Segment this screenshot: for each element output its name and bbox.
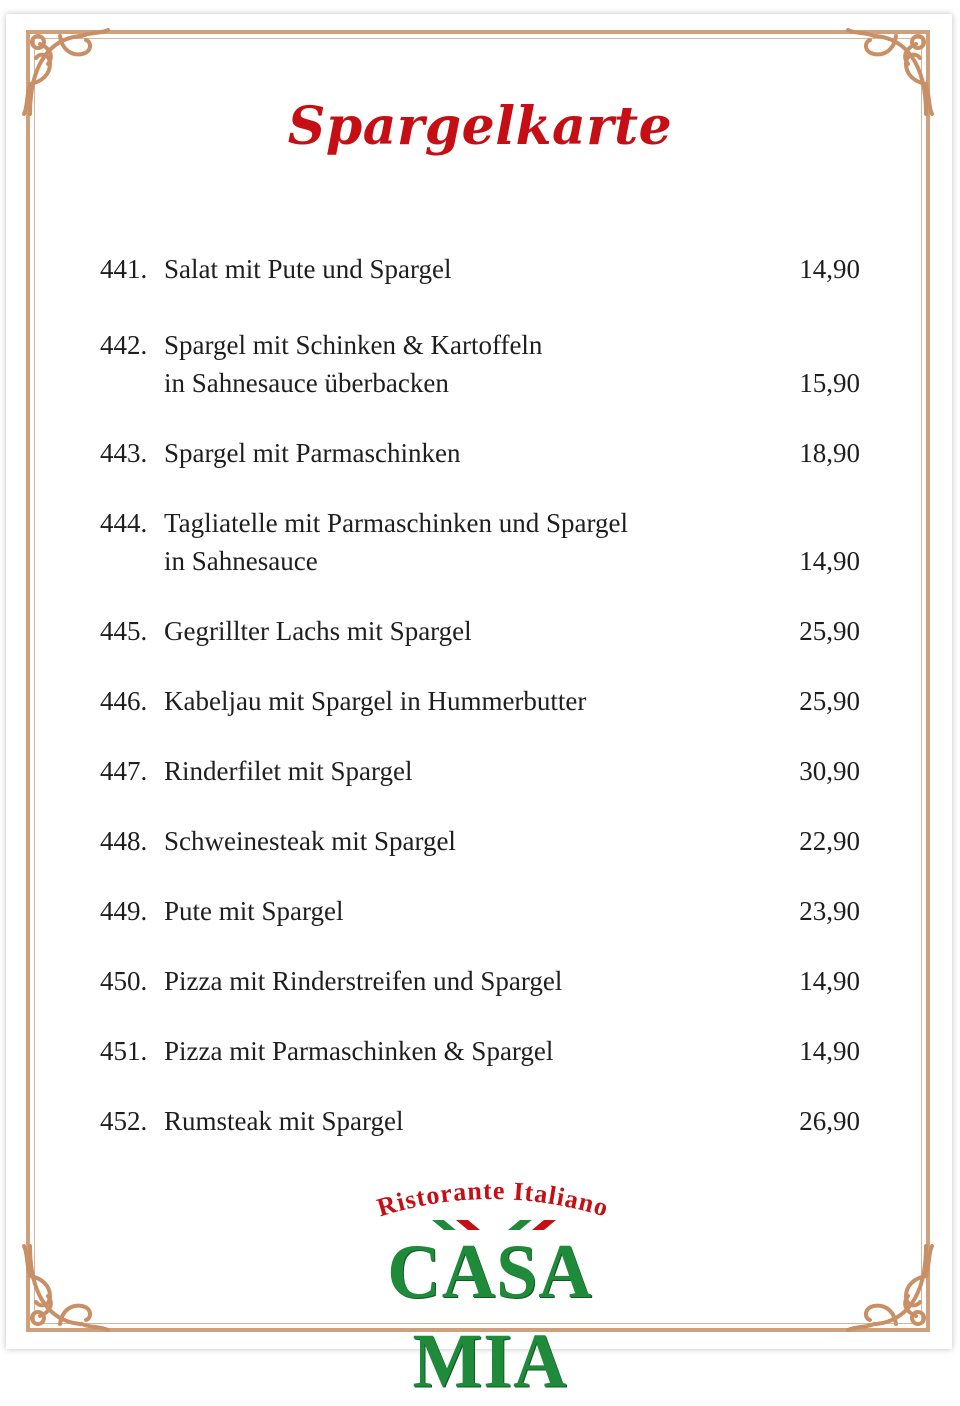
item-price: 25,90 xyxy=(799,686,860,716)
menu-item xyxy=(100,504,860,580)
item-name-continued: in Sahnesauce überbacken xyxy=(164,368,449,398)
menu-item xyxy=(100,612,860,650)
item-price: 15,90 xyxy=(799,368,860,398)
item-price: 23,90 xyxy=(799,896,860,926)
item-name: Tagliatelle mit Parmaschinken und Spargel xyxy=(164,508,628,538)
menu-item xyxy=(100,434,860,472)
item-price: 14,90 xyxy=(799,966,860,996)
page-title: Spargelkarte xyxy=(287,96,673,157)
item-price: 25,90 xyxy=(799,616,860,646)
logo-name: CASA MIA xyxy=(387,1228,593,1405)
menu-item xyxy=(100,326,860,402)
item-number: 444. xyxy=(100,508,148,538)
item-name: Kabeljau mit Spargel in Hummerbutter xyxy=(164,686,587,716)
item-name: Salat mit Pute und Spargel xyxy=(164,254,452,284)
item-number: 450. xyxy=(100,966,148,996)
menu-item xyxy=(100,1032,860,1070)
item-price: 30,90 xyxy=(799,756,860,786)
menu-item xyxy=(100,962,860,1000)
item-number: 441. xyxy=(100,254,148,284)
item-price: 22,90 xyxy=(799,826,860,856)
item-number: 451. xyxy=(100,1036,148,1066)
item-number: 445. xyxy=(100,616,148,646)
menu-item xyxy=(100,822,860,860)
item-name: Spargel mit Parmaschinken xyxy=(164,438,461,468)
item-name: Rinderfilet mit Spargel xyxy=(164,756,413,786)
svg-text:Ristorante Italiano xyxy=(374,1176,613,1223)
item-number: 443. xyxy=(100,438,148,468)
item-name: Rumsteak mit Spargel xyxy=(164,1106,404,1136)
menu-item xyxy=(100,1102,860,1140)
item-name: Pizza mit Parmaschinken & Spargel xyxy=(164,1036,554,1066)
item-price: 14,90 xyxy=(799,546,860,576)
item-number: 446. xyxy=(100,686,148,716)
item-name: Schweinesteak mit Spargel xyxy=(164,826,456,856)
item-price: 18,90 xyxy=(799,438,860,468)
item-number: 442. xyxy=(100,330,148,360)
item-name: Gegrillter Lachs mit Spargel xyxy=(164,616,472,646)
menu-item xyxy=(100,682,860,720)
corner-ornament-icon xyxy=(836,1236,936,1336)
menu-item xyxy=(100,892,860,930)
item-name: Pizza mit Rinderstreifen und Spargel xyxy=(164,966,563,996)
item-name: Pute mit Spargel xyxy=(164,896,344,926)
item-name: Spargel mit Schinken & Kartoffeln xyxy=(164,330,543,360)
item-name-continued: in Sahnesauce xyxy=(164,546,318,576)
restaurant-logo xyxy=(340,1170,640,1405)
corner-ornament-icon xyxy=(20,1236,120,1336)
menu-item xyxy=(100,250,860,288)
menu-item xyxy=(100,752,860,790)
item-price: 26,90 xyxy=(799,1106,860,1136)
item-number: 447. xyxy=(100,756,148,786)
item-number: 452. xyxy=(100,1106,148,1136)
item-number: 448. xyxy=(100,826,148,856)
item-price: 14,90 xyxy=(799,1036,860,1066)
item-number: 449. xyxy=(100,896,148,926)
logo-tagline: Ristorante Italiano xyxy=(373,1175,613,1223)
item-price: 14,90 xyxy=(799,254,860,284)
